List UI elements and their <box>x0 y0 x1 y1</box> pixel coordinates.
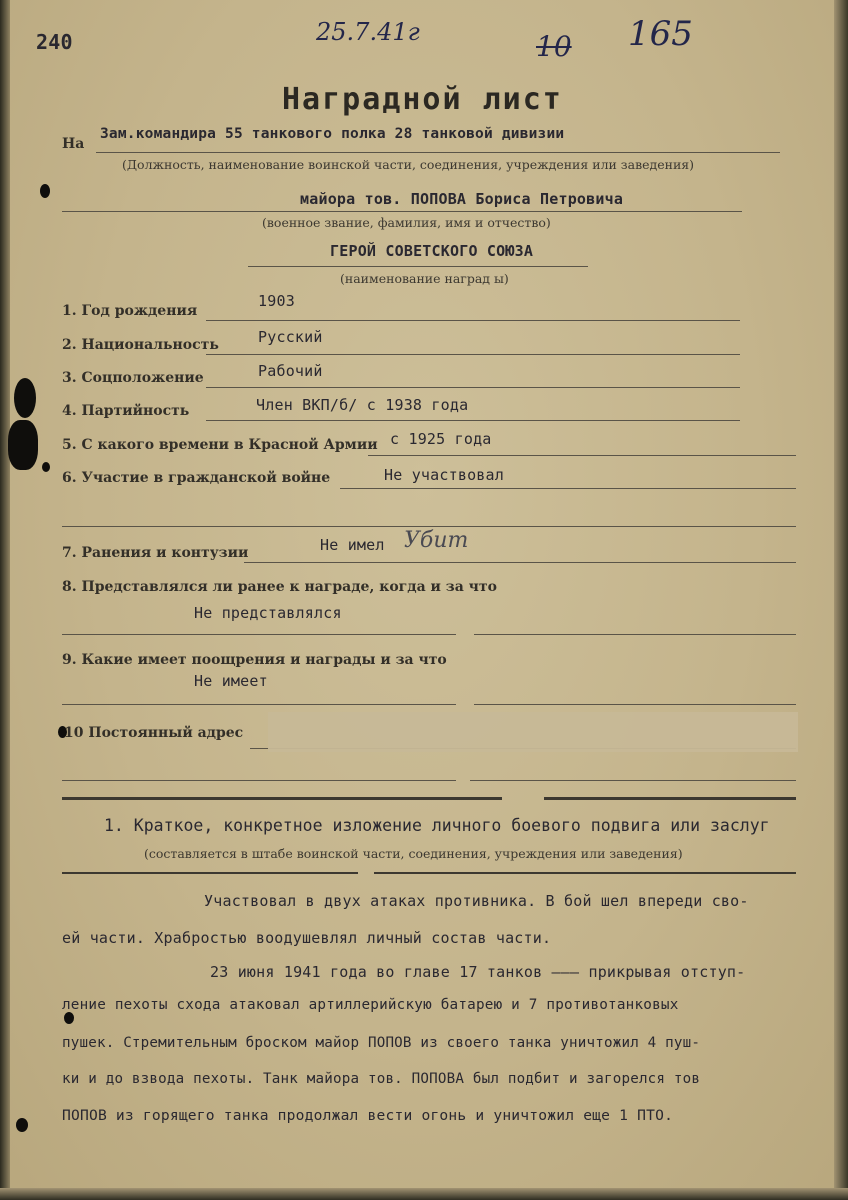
rule <box>206 387 740 388</box>
wounds-label: 7. Ранения и контузии <box>62 545 249 561</box>
section-divider <box>62 797 502 800</box>
person-name: майора тов. ПОПОВА Бориса Петровича <box>300 190 624 208</box>
social-origin-value: Рабочий <box>258 362 323 380</box>
address-label: 10 Постоянный адрес <box>64 725 244 741</box>
reference-number: 165 <box>628 14 693 54</box>
rule <box>62 526 796 527</box>
rule <box>244 562 796 563</box>
section-caption: (составляется в штабе воинской части, соединения, учреждения или заведения) <box>144 846 683 861</box>
rule <box>62 634 456 635</box>
nationality-value: Русский <box>258 328 323 346</box>
document-title: Наградной лист <box>282 82 563 117</box>
ink-blot <box>8 420 38 470</box>
birth-year-label: 1. Год рождения <box>62 303 198 319</box>
scan-edge-right <box>834 0 848 1200</box>
ink-blot <box>16 1118 28 1132</box>
commendations-value: Не имеет <box>194 672 268 690</box>
army-since-label: 5. С какого времени в Красной Армии <box>62 437 378 453</box>
section-heading: 1. Краткое, конкретное изложение личного боевого подвига или заслуг <box>104 816 770 835</box>
nationality-label: 2. Национальность <box>62 337 219 353</box>
rule <box>474 704 796 705</box>
party-value: Член ВКП/б/ с 1938 года <box>256 396 469 414</box>
commendations-label: 9. Какие имеет поощрения и награды и за что <box>62 652 447 668</box>
rule <box>96 152 780 153</box>
wounds-value: Не имел <box>320 536 385 554</box>
address-redaction <box>268 712 798 752</box>
rule <box>470 780 796 781</box>
person-caption: (военное звание, фамилия, имя и отчество) <box>262 215 551 230</box>
award-caption: (наименование наград ы) <box>340 271 509 286</box>
page-number: 240 <box>36 30 73 54</box>
civil-war-value: Не участвовал <box>384 466 504 484</box>
army-since-value: с 1925 года <box>390 430 492 448</box>
narrative-line: ление пехоты схода атаковал артиллерийскую батарею и 7 противотанковых <box>62 997 679 1013</box>
birth-year-value: 1903 <box>258 292 295 310</box>
award-name: ГЕРОЙ СОВЕТСКОГО СОЮЗА <box>330 242 534 260</box>
rule <box>340 488 796 489</box>
section-divider <box>62 872 358 874</box>
position-value: Зам.командира 55 танкового полка 28 танковой дивизии <box>100 126 565 142</box>
rule <box>62 780 456 781</box>
narrative-line: 23 июня 1941 года во главе 17 танков ——— прикрывая отступ- <box>210 963 746 981</box>
civil-war-label: 6. Участие в гражданской войне <box>62 470 331 486</box>
rule <box>206 354 740 355</box>
narrative-line: ки и до взвода пехоты. Танк майора тов. ПОПОВА был подбит и загорелся тов <box>62 1071 701 1087</box>
section-divider <box>544 797 796 800</box>
rule <box>474 634 796 635</box>
rule <box>206 420 740 421</box>
narrative-line: ПОПОВ из горящего танка продолжал вести огонь и уничтожил еще 1 ПТО. <box>62 1107 674 1124</box>
previous-awards-value: Не представлялся <box>194 604 342 622</box>
rule <box>368 455 796 456</box>
scan-edge-left <box>0 0 10 1200</box>
position-caption: (Должность, наименование воинской части, соединения, учреждения или заведения) <box>122 157 695 172</box>
previous-awards-label: 8. Представлялся ли ранее к награде, когда и за что <box>62 579 497 595</box>
ink-blot <box>42 462 50 472</box>
struck-reference-number: 10 <box>536 30 572 63</box>
wounds-handwritten-note: Убит <box>404 528 469 553</box>
narrative-line: Участвовал в двух атаках противника. В бой шел впереди сво- <box>204 892 749 910</box>
rule <box>206 320 740 321</box>
ink-blot <box>40 184 50 198</box>
rule <box>62 211 742 212</box>
narrative-line: ей части. Храбростью воодушевлял личный состав части. <box>62 929 552 947</box>
section-divider <box>374 872 796 874</box>
ink-blot <box>64 1012 74 1024</box>
ink-blot <box>14 378 36 418</box>
rule <box>248 266 588 267</box>
narrative-line: пушек. Стремительным броском майор ПОПОВ из своего танка уничтожил 4 пуш- <box>62 1035 701 1051</box>
handwritten-date: 25.7.41г <box>316 18 420 46</box>
social-origin-label: 3. Соцположение <box>62 370 204 386</box>
party-label: 4. Партийность <box>62 403 190 419</box>
rule <box>62 704 456 705</box>
position-prefix: На <box>62 136 85 152</box>
scan-edge-bottom <box>0 1188 848 1200</box>
